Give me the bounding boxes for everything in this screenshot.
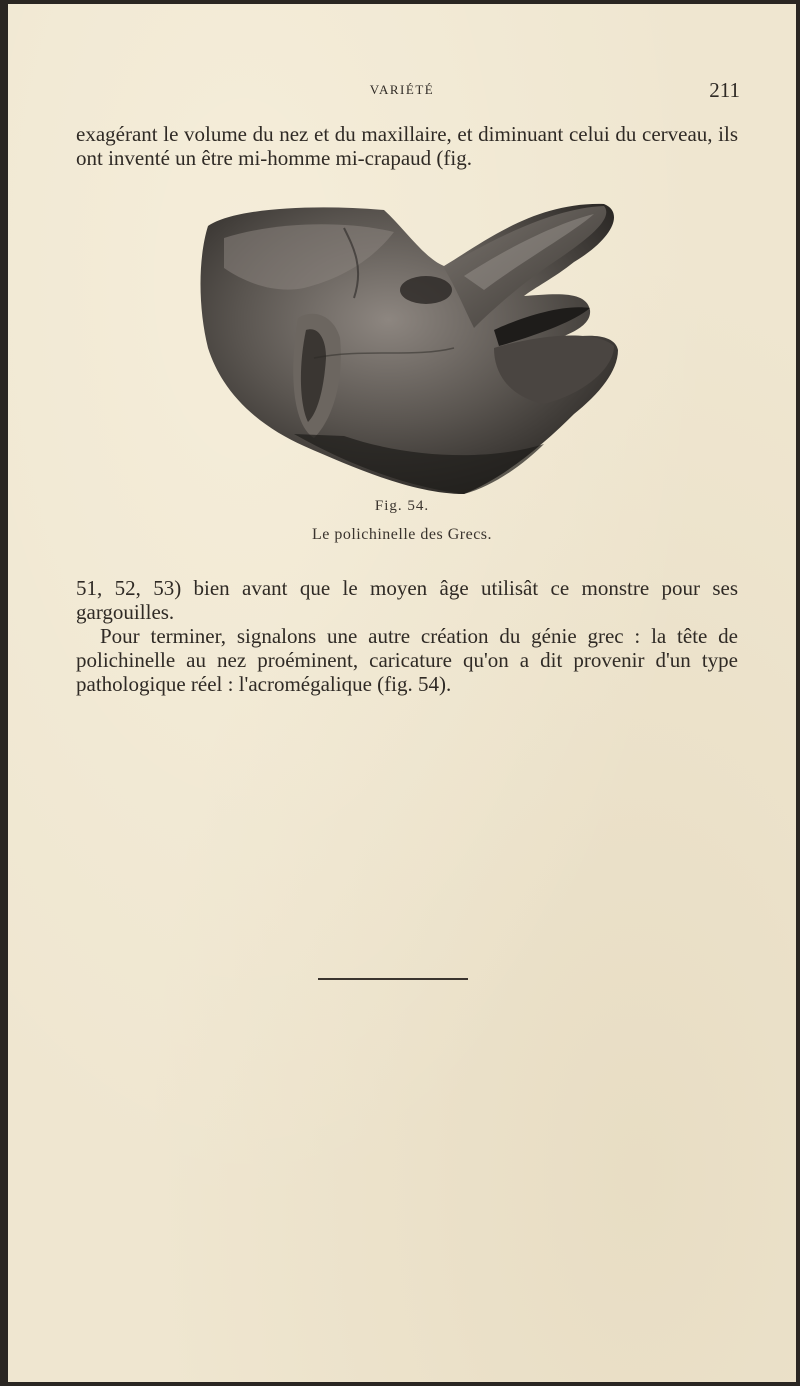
figure-label: Fig. 54. (374, 498, 430, 514)
paragraph-top (76, 122, 738, 170)
running-title: VARIÉTÉ (369, 82, 435, 97)
page-number: 211 (709, 78, 740, 102)
book-page (8, 4, 796, 1382)
end-rule-divider (318, 978, 468, 980)
paragraph-3: Pour terminer, signalons une autre création du génie grec : la tête de polichinelle au nez proéminent, caricature qu'on a dit provenir d'un type pathologique réel : l'acromégalique (fig. 54). (76, 624, 738, 696)
figure-polichinelle-head (194, 198, 618, 500)
paragraph-1: exagérant le volume du nez et du maxillaire, et diminuant celui du cerveau, ils ont inventé un être mi-homme mi-crapaud (fig. (76, 122, 738, 170)
paragraph-2: 51, 52, 53) bien avant que le moyen âge utilisât ce monstre pour ses gargouilles. (76, 576, 738, 624)
figure-caption: Le polichinelle des Grecs. (311, 526, 493, 543)
paragraph-bottom (76, 576, 738, 696)
running-head (8, 78, 796, 104)
